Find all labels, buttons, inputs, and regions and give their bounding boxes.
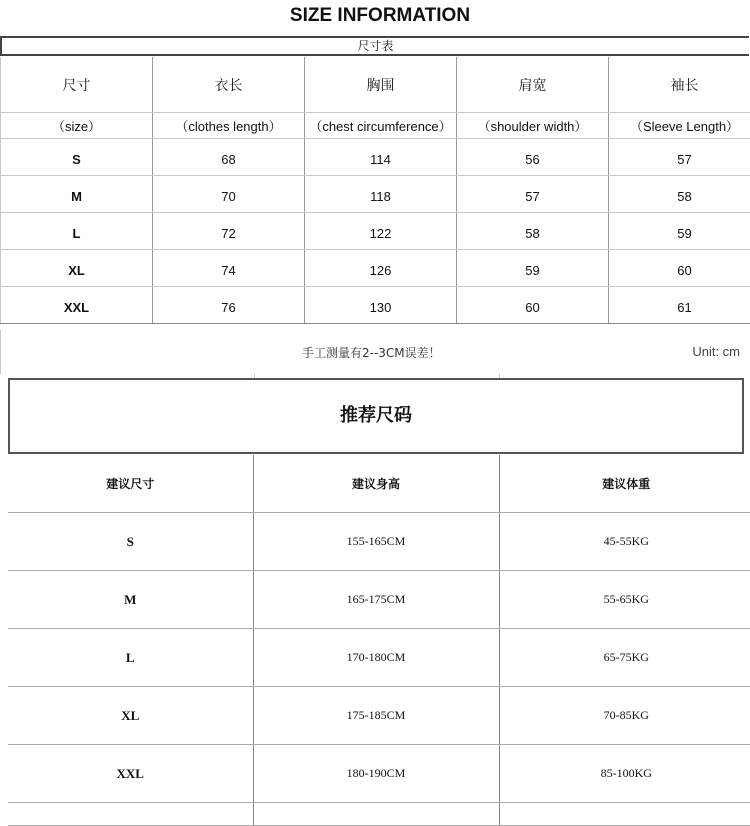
table-row [1,287,750,324]
table-row [1,139,750,176]
table-row [1,213,750,250]
table-cell [8,803,253,826]
table-row [8,687,750,745]
size-label: XXL [1,287,153,324]
size-label: M [1,176,153,213]
measurement-note-row [0,344,750,362]
size-label: XL [8,687,253,745]
size-table-caption: 尺寸表 [0,36,749,56]
size-label: L [1,213,153,250]
unit-label: Unit: cm [692,344,740,359]
table-cell: 126 [305,250,457,287]
header-cell: （size） [1,113,153,139]
page-title: SIZE INFORMATION [0,0,750,34]
recommend-size-table [8,455,750,826]
table-cell: 70 [153,176,305,213]
table-cell: 65-75KG [499,629,750,687]
recommend-header-row [8,455,750,513]
size-chart-header-en [1,113,750,139]
table-cell: 76 [153,287,305,324]
table-cell: 45-55KG [499,513,750,571]
header-cell: 尺寸 [1,57,153,113]
table-cell: 58 [609,176,750,213]
header-cell: （Sleeve Length） [609,113,750,139]
header-cell: 建议体重 [499,455,750,513]
recommend-title: 推荐尺码 [8,378,744,454]
header-cell: 建议尺寸 [8,455,253,513]
header-cell: 袖长 [609,57,750,113]
size-chart-table [0,57,750,324]
table-row [8,571,750,629]
table-cell: 55-65KG [499,571,750,629]
table-cell: 59 [457,250,609,287]
table-cell: 56 [457,139,609,176]
table-cell: 165-175CM [253,571,499,629]
header-cell: （clothes length） [153,113,305,139]
table-cell: 59 [609,213,750,250]
size-label: S [8,513,253,571]
table-cell: 175-185CM [253,687,499,745]
table-cell: 72 [153,213,305,250]
measurement-note: 手工测量有2--3CM误差！ [302,344,441,361]
table-cell: 74 [153,250,305,287]
size-label: XL [1,250,153,287]
header-cell: （chest circumference） [305,113,457,139]
size-label: L [8,629,253,687]
header-cell: 建议身高 [253,455,499,513]
size-label: M [8,571,253,629]
table-cell: 118 [305,176,457,213]
size-chart-header-cn [1,57,750,113]
table-cell: 60 [457,287,609,324]
table-cell: 58 [457,213,609,250]
size-label: S [1,139,153,176]
table-cell: 155-165CM [253,513,499,571]
table-row [1,250,750,287]
table-cell [499,803,750,826]
header-cell: 胸围 [305,57,457,113]
header-cell: 衣长 [153,57,305,113]
table-cell: 57 [457,176,609,213]
size-label: XXL [8,745,253,803]
table-row [8,629,750,687]
table-cell: 70-85KG [499,687,750,745]
table-cell: 122 [305,213,457,250]
header-cell: （shoulder width） [457,113,609,139]
table-row-empty [8,803,750,826]
table-cell: 114 [305,139,457,176]
table-cell: 130 [305,287,457,324]
table-cell [253,803,499,826]
table-cell: 57 [609,139,750,176]
table-cell: 170-180CM [253,629,499,687]
table-cell: 180-190CM [253,745,499,803]
table-cell: 61 [609,287,750,324]
table-cell: 85-100KG [499,745,750,803]
table-row [8,745,750,803]
header-cell: 肩宽 [457,57,609,113]
table-row [1,176,750,213]
table-cell: 60 [609,250,750,287]
table-cell: 68 [153,139,305,176]
table-row [8,513,750,571]
